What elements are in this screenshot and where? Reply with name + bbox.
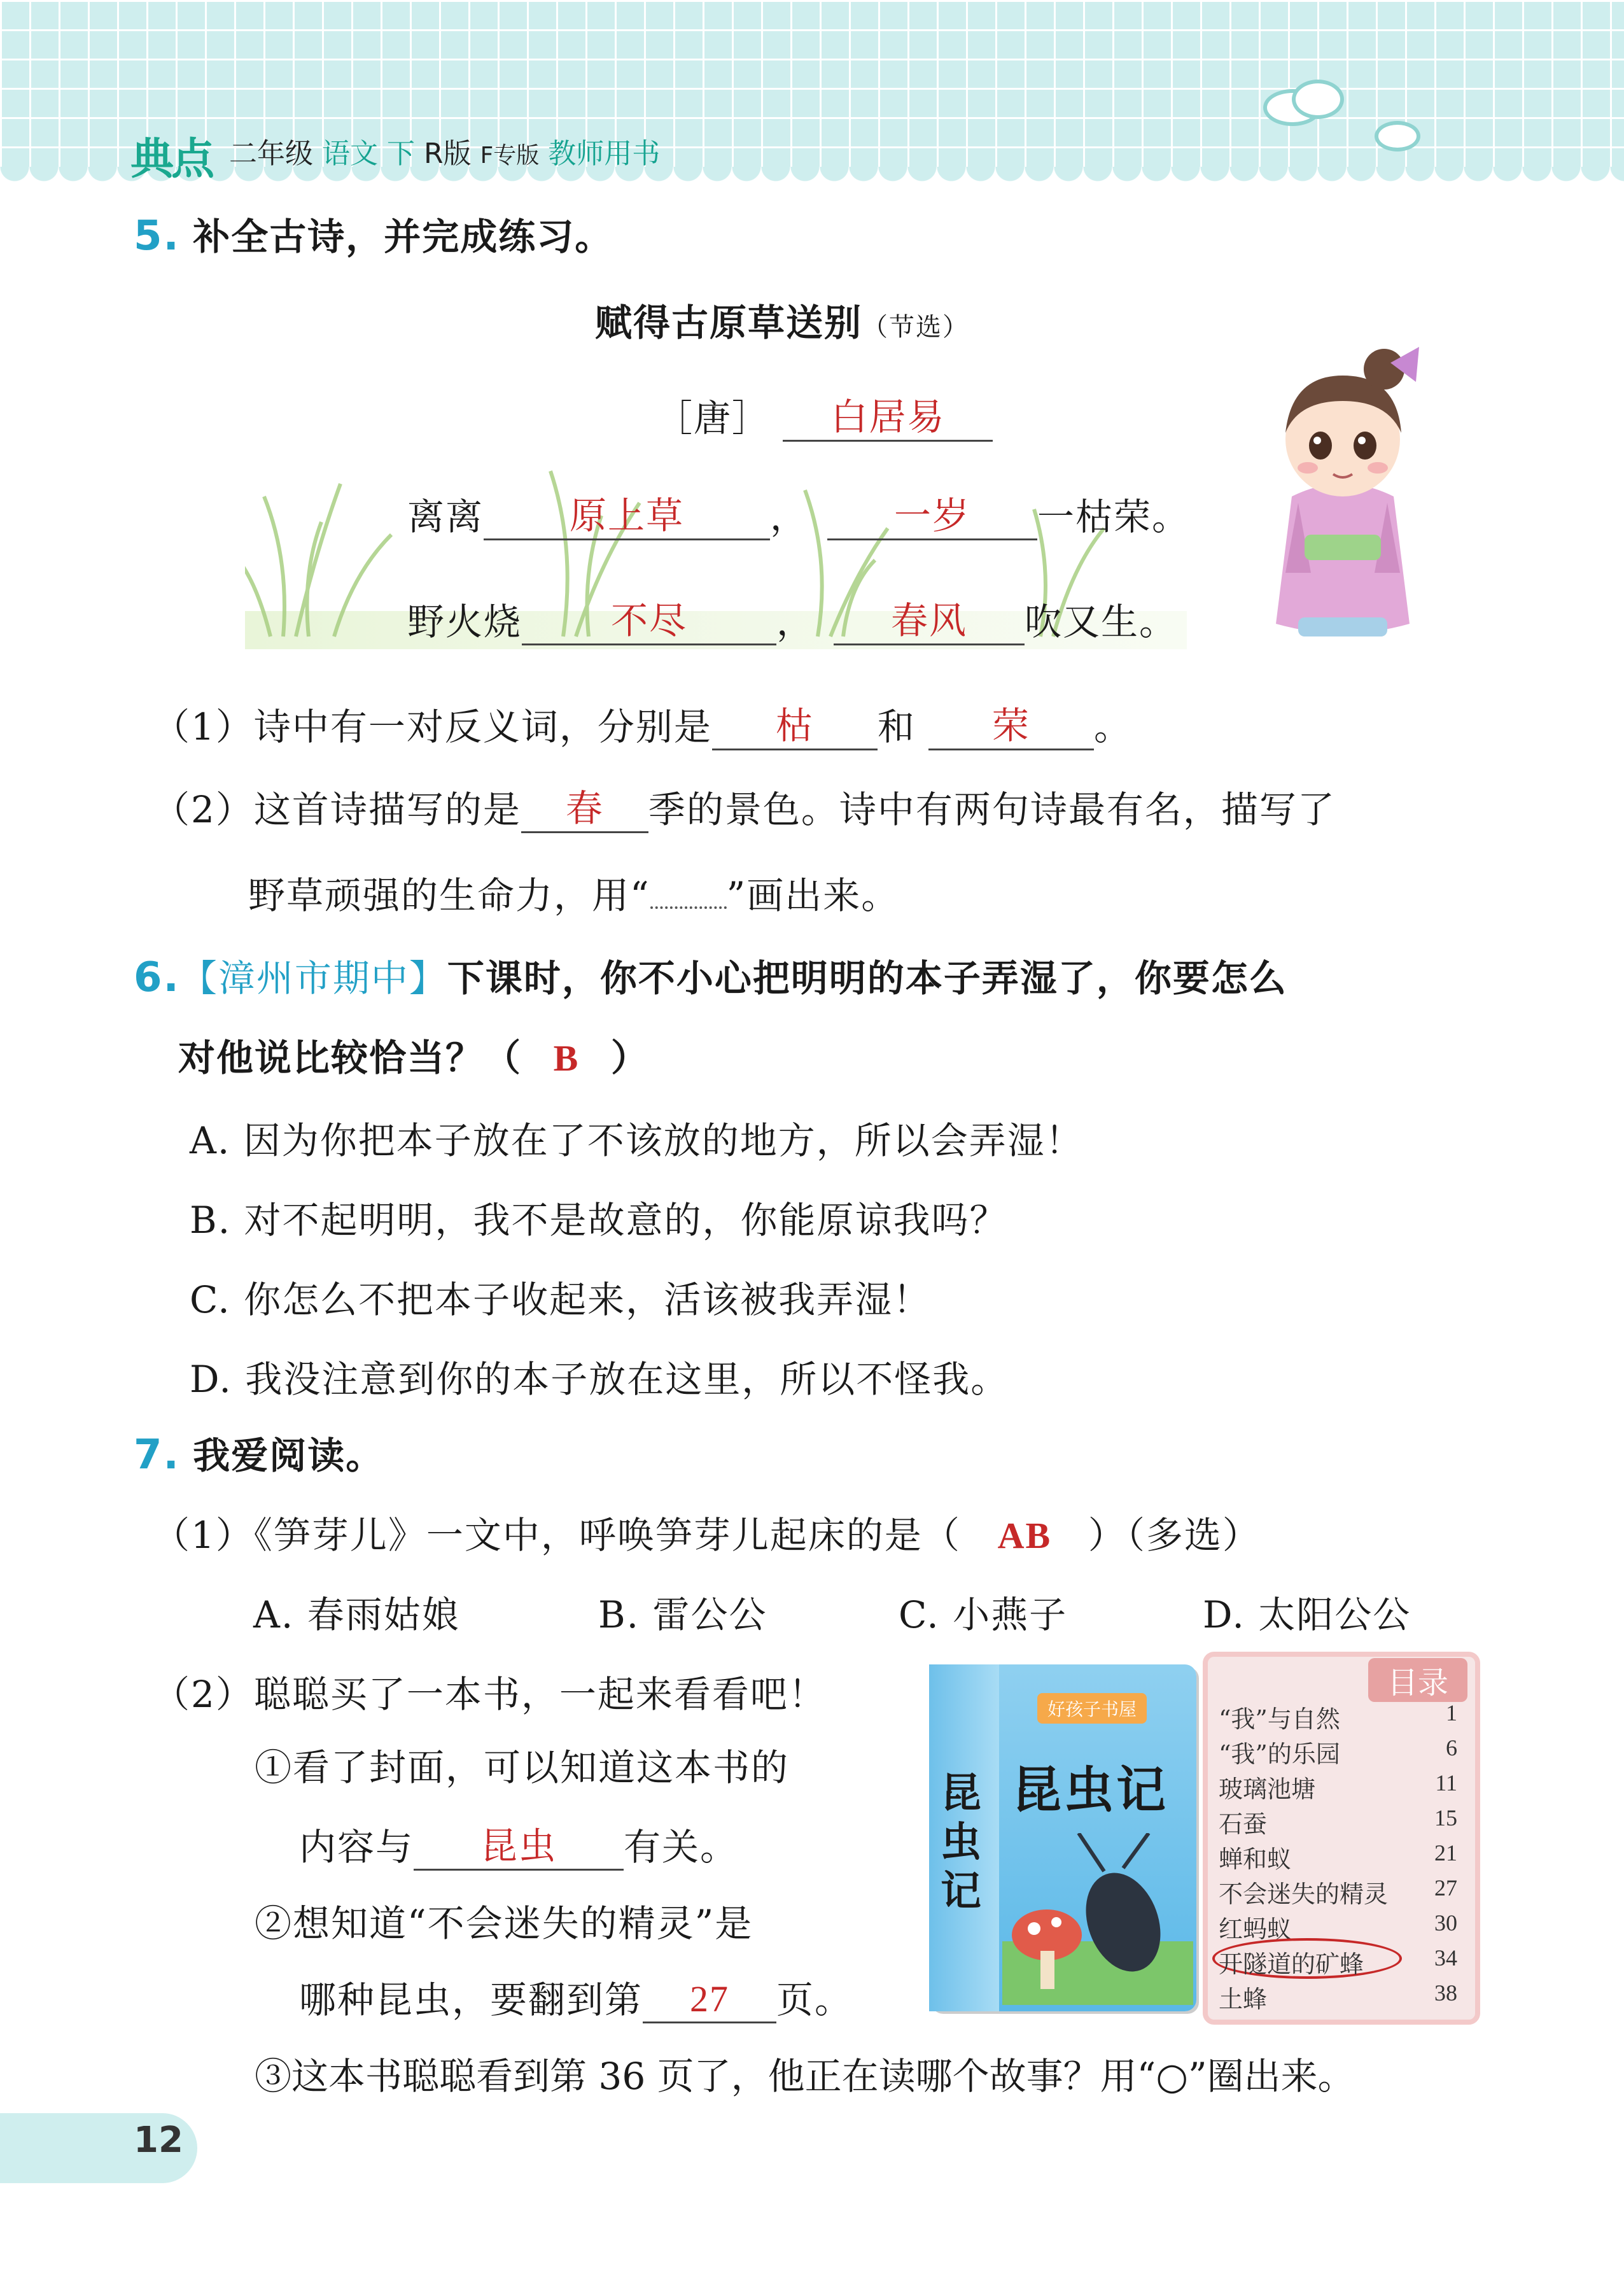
poem-line-2 bbox=[407, 592, 1177, 645]
question-6-line-2 bbox=[178, 1028, 649, 1081]
edition-label: R版 bbox=[424, 137, 472, 170]
question-prompt: 下课时，你不小心把明明的本子弄湿了，你要怎么 bbox=[447, 957, 1287, 1000]
answer-text: 枯 bbox=[775, 704, 814, 748]
answer-blank bbox=[643, 1977, 776, 2023]
poem-text: 离离 bbox=[407, 495, 484, 538]
option-d: D. 我没注意到你的本子放在这里，所以不怪我。 bbox=[190, 1358, 1009, 1401]
question-5-part-2-line-2 bbox=[248, 866, 899, 919]
option-b: B. 雷公公 bbox=[598, 1593, 767, 1636]
cloud-icon bbox=[1375, 121, 1420, 151]
sub-question-text: 季的景色。诗中有两句诗最有名，描写了 bbox=[648, 788, 1336, 831]
sub-question-text: 野草顽强的生命力，用“ bbox=[248, 874, 650, 917]
term-label: 下 bbox=[387, 137, 415, 170]
sub-question-text: 聪聪买了一本书，一起来看看吧！ bbox=[253, 1673, 827, 1716]
sub-question-text: 。 bbox=[1093, 705, 1132, 749]
wavy-line-mark bbox=[650, 889, 727, 909]
cloud-icon bbox=[1292, 80, 1344, 119]
option-c: C. 你怎么不把本子收起来，活该被我弄湿！ bbox=[190, 1278, 932, 1321]
option-c: C. 小燕子 bbox=[899, 1593, 1068, 1636]
author-answer: 白居易 bbox=[830, 395, 946, 439]
answer-text: 昆虫 bbox=[480, 1824, 557, 1868]
question-6-heading bbox=[134, 948, 1287, 1002]
beetle-illustration bbox=[1002, 1833, 1193, 2005]
toc-page: 30 bbox=[1434, 1910, 1457, 1936]
toc-item: 蝉和蚁 bbox=[1219, 1845, 1292, 1873]
poem-answer: 春风 bbox=[891, 599, 968, 643]
book-cover-title: 昆虫记 bbox=[1012, 1761, 1169, 1819]
poem-text: 一枯荣。 bbox=[1037, 495, 1191, 538]
answer-blank bbox=[414, 1824, 624, 1871]
toc-item: 玻璃池塘 bbox=[1219, 1775, 1316, 1803]
question-prompt: 我爱阅读。 bbox=[193, 1434, 384, 1477]
poem-blank bbox=[834, 599, 1025, 645]
item-2-line-1: ②想知道“不会迷失的精灵”是 bbox=[255, 1902, 753, 1945]
grade-label: 二年级 bbox=[229, 137, 313, 170]
toc-item: 不会迷失的精灵 bbox=[1219, 1880, 1389, 1908]
toc-item: “我”的乐园 bbox=[1219, 1740, 1340, 1768]
author-blank bbox=[783, 395, 993, 442]
answer-text: B bbox=[553, 1037, 580, 1079]
sub-question-text: ）（多选） bbox=[1088, 1514, 1261, 1557]
sub-question-label: （1） bbox=[153, 705, 254, 749]
toc-page: 27 bbox=[1434, 1875, 1457, 1901]
question-number: 6. bbox=[134, 954, 180, 1001]
poem-answer: 原上草 bbox=[570, 494, 685, 538]
book-spine-title: 昆虫记 bbox=[941, 1769, 981, 1915]
item-text: 有关。 bbox=[624, 1825, 739, 1869]
series-badge: 好孩子书屋 bbox=[1037, 1693, 1147, 1724]
page-number: 12 bbox=[134, 2120, 183, 2161]
brand-logo: 典点 bbox=[130, 134, 213, 185]
question-7-heading bbox=[134, 1426, 384, 1479]
answer-text: 27 bbox=[690, 1978, 730, 2020]
toc-heading: 目录 bbox=[1368, 1658, 1467, 1702]
sub-question-text: 诗中有一对反义词，分别是 bbox=[253, 705, 712, 749]
answer-text: 春 bbox=[565, 787, 604, 831]
option-a: A. 春雨姑娘 bbox=[253, 1593, 460, 1636]
poem-title-text: 赋得古原草送别 bbox=[595, 301, 863, 344]
toc-page: 11 bbox=[1435, 1770, 1457, 1796]
toc-page: 21 bbox=[1434, 1840, 1457, 1866]
item-1-line-1: ①看了封面，可以知道这本书的 bbox=[255, 1746, 790, 1789]
question-prompt: 补全古诗，并完成练习。 bbox=[193, 215, 613, 258]
option-d: D. 太阳公公 bbox=[1203, 1593, 1411, 1636]
question-number: 7. bbox=[134, 1431, 180, 1479]
question-prompt: 对他说比较恰当？（ bbox=[178, 1036, 522, 1079]
poem-text: ， bbox=[776, 600, 815, 643]
item-2-line-2 bbox=[299, 1970, 853, 2023]
poem-text: 吹又生。 bbox=[1025, 600, 1178, 643]
item-text: 哪种昆虫，要翻到第 bbox=[299, 1978, 643, 2021]
poem-text: ， bbox=[770, 495, 809, 538]
question-5-part-2 bbox=[153, 780, 1336, 833]
item-text: 页。 bbox=[776, 1978, 853, 2021]
answer-blank bbox=[928, 704, 1094, 750]
toc-item: “我”与自然 bbox=[1219, 1705, 1340, 1733]
poem-blank bbox=[827, 494, 1037, 540]
sub-question-text: 和 bbox=[877, 705, 916, 749]
option-b: B. 对不起明明，我不是故意的，你能原谅我吗？ bbox=[190, 1199, 1008, 1242]
answer-blank bbox=[521, 787, 648, 833]
book-type-label: 教师用书 bbox=[548, 137, 661, 170]
dynasty-label: ［唐］ bbox=[655, 397, 771, 440]
toc-page: 1 bbox=[1446, 1700, 1457, 1726]
sub-question-label: （2） bbox=[153, 788, 254, 831]
option-a: A. 因为你把本子放在了不该放的地方，所以会弄湿！ bbox=[190, 1119, 1084, 1162]
question-number: 5. bbox=[134, 213, 180, 260]
question-prompt: ） bbox=[611, 1036, 650, 1079]
toc-page: 15 bbox=[1434, 1805, 1457, 1831]
poem-answer: 一岁 bbox=[894, 494, 971, 538]
toc-item: 石蚕 bbox=[1219, 1810, 1268, 1838]
poem-blank bbox=[522, 599, 776, 645]
sub-question-text: 《笋芽儿》一文中，呼唤笋芽儿起床的是（ bbox=[253, 1514, 961, 1557]
toc-item: 红蚂蚁 bbox=[1219, 1915, 1292, 1943]
toc-page: 38 bbox=[1434, 1980, 1457, 2006]
poem-text: 野火烧 bbox=[407, 600, 522, 643]
item-1-line-2 bbox=[299, 1817, 738, 1871]
poem-blank bbox=[484, 494, 770, 540]
sub-question-text: 这首诗描写的是 bbox=[253, 788, 521, 831]
poem-title bbox=[595, 293, 969, 346]
poem-line-1 bbox=[407, 487, 1190, 540]
poem-answer: 不尽 bbox=[611, 599, 688, 643]
poem-author-line bbox=[655, 388, 993, 442]
special-label: F专版 bbox=[480, 143, 540, 169]
question-7-part-2 bbox=[153, 1664, 827, 1718]
toc-item: 土蜂 bbox=[1219, 1985, 1268, 2013]
answer-blank bbox=[712, 704, 878, 750]
subject-label: 语文 bbox=[322, 137, 378, 170]
sub-question-label: （1） bbox=[153, 1514, 254, 1557]
question-5-part-1 bbox=[153, 697, 1132, 750]
answer-text: AB bbox=[997, 1515, 1052, 1556]
answer-text: 荣 bbox=[991, 704, 1030, 748]
item-3: ③这本书聪聪看到第 36 页了，他正在读哪个故事？用“○”圈出来。 bbox=[255, 2055, 1355, 2098]
sub-question-text: ”画出来。 bbox=[726, 874, 900, 917]
poem-note: （节选） bbox=[862, 313, 970, 342]
question-5-heading bbox=[134, 207, 613, 260]
question-source: 【漳州市期中】 bbox=[179, 957, 447, 1000]
question-7-part-1 bbox=[153, 1505, 1261, 1559]
sub-question-label: （2） bbox=[153, 1673, 254, 1716]
toc-page: 34 bbox=[1434, 1945, 1457, 1971]
book-header bbox=[229, 130, 660, 171]
toc-item: 开隧道的矿蜂 bbox=[1219, 1950, 1364, 1978]
toc-page: 6 bbox=[1446, 1735, 1457, 1761]
poet-boy-illustration bbox=[1260, 344, 1425, 649]
item-text: 内容与 bbox=[299, 1825, 414, 1869]
